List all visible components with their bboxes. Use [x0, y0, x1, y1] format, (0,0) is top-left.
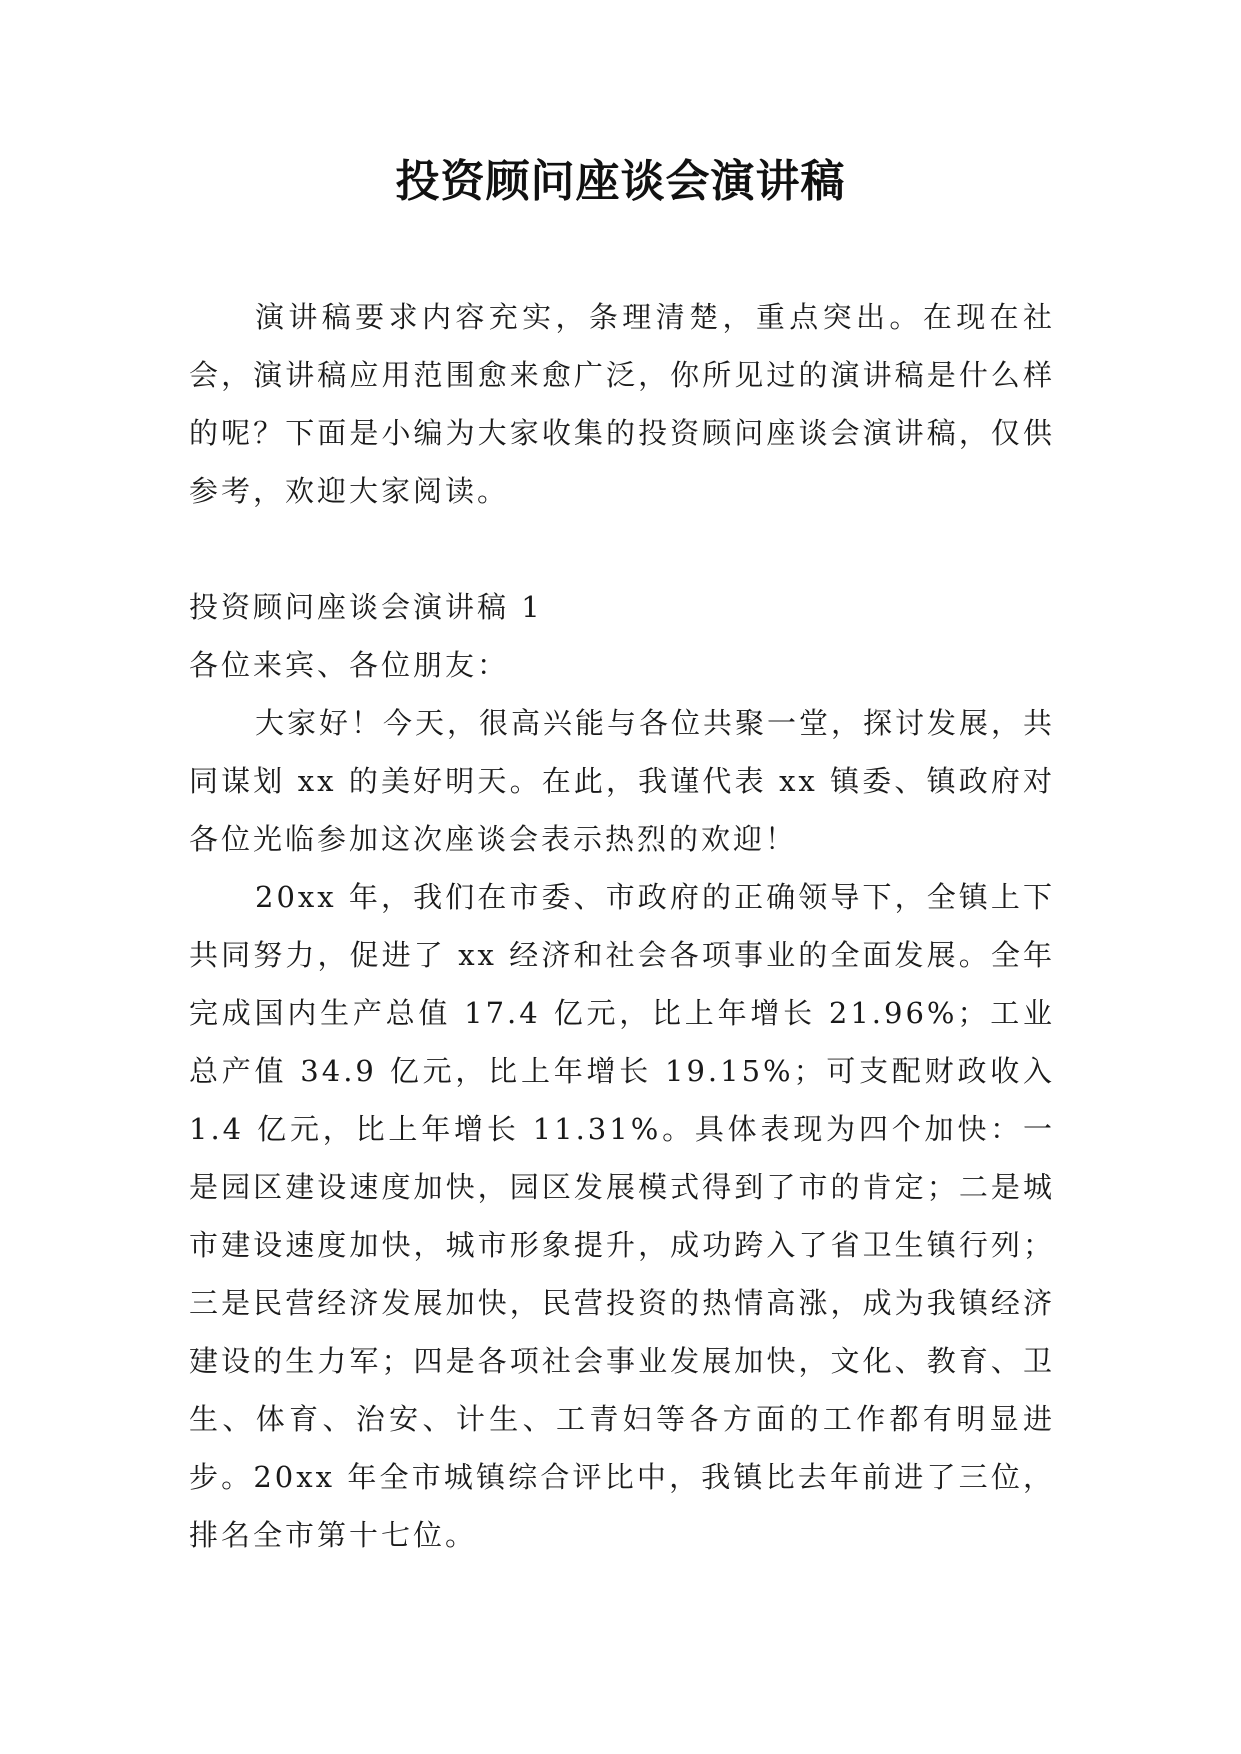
body-paragraph-achievements: 20xx 年，我们在市委、市政府的正确领导下，全镇上下共同努力，促进了 xx 经济和社会各项事业的全面发展。全年完成国内生产总值 17.4 亿元，比上年增长 21.96%；工业总产值 34.9 亿元，比上年增长 19.15%；可支配财政收入 1.4 亿元，比上年增长 11.31%。具体表现为四个加快：一是园区建设速度加快，园区发展模式得到了市的肯定；二是城市建设速度加快，城市形象提升，成功跨入了省卫生镇行列；三是民营经济发展加快，民营投资的热情高涨，成为我镇经济建设的生力军；四是各项社会事业发展加快，文化、教育、卫生、体育、治安、计生、工青妇等各方面的工作都有明显进步。20xx 年全市城镇综合评比中，我镇比去年前进了三位，排名全市第十七位。	[189, 880, 1055, 1552]
greeting-line: 各位来宾、各位朋友：	[189, 648, 510, 682]
section-heading: 投资顾问座谈会演讲稿 1	[189, 590, 543, 624]
body-paragraph-welcome: 大家好！今天，很高兴能与各位共聚一堂，探讨发展，共同谋划 xx 的美好明天。在此，我谨代表 xx 镇委、镇政府对各位光临参加这次座谈会表示热烈的欢迎！	[189, 706, 1056, 856]
document-title: 投资顾问座谈会演讲稿	[395, 156, 846, 207]
intro-paragraph: 演讲稿要求内容充实，条理清楚，重点突出。在现在社会，演讲稿应用范围愈来愈广泛，你所见过的演讲稿是什么样的呢？下面是小编为大家收集的投资顾问座谈会演讲稿，仅供参考，欢迎大家阅读。	[189, 300, 1055, 508]
